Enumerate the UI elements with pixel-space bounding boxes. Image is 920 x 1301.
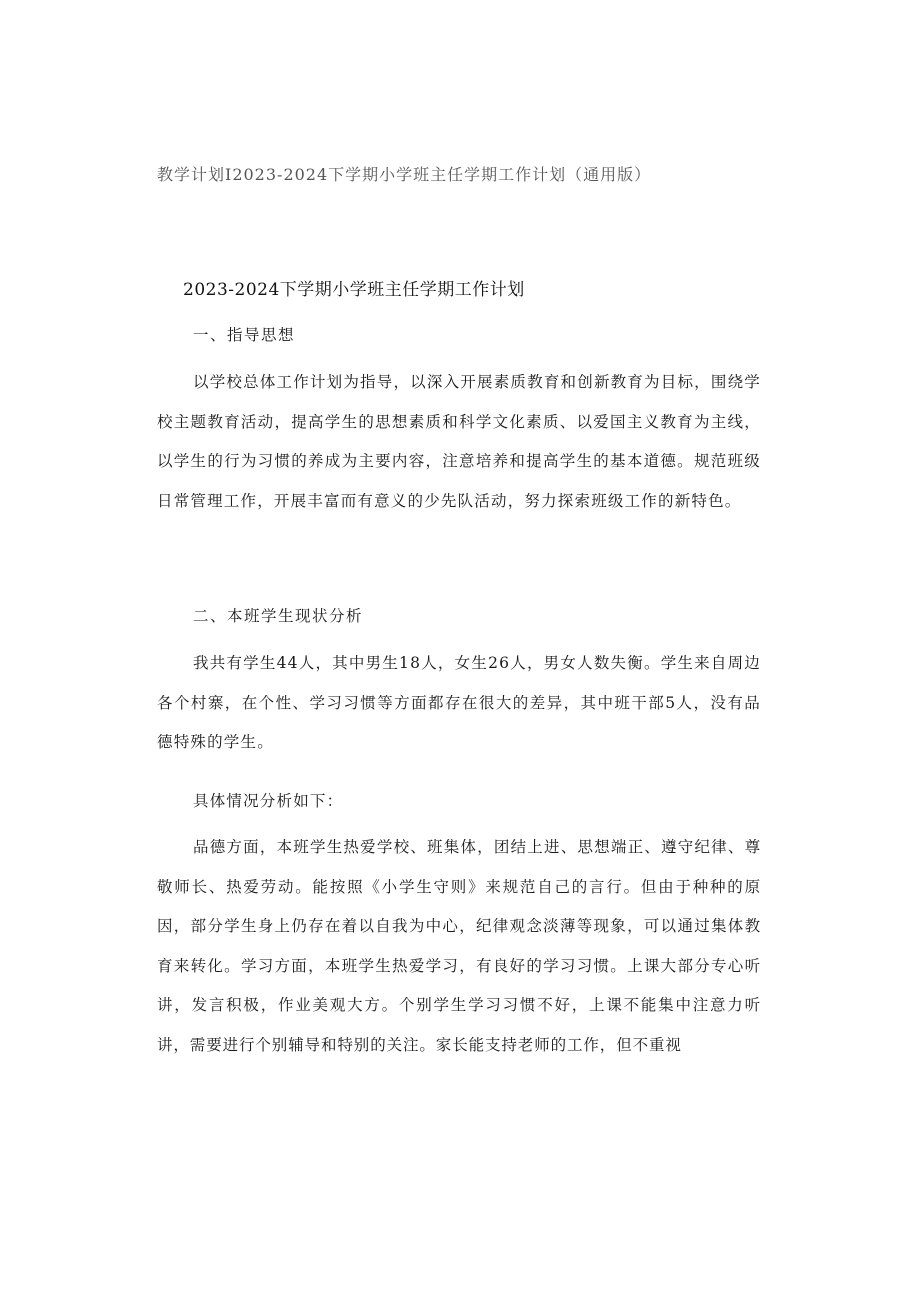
paragraph-moral-and-study: 品德方面，本班学生热爱学校、班集体，团结上进、思想端正、遵守纪律、尊敬师长、热爱劳动。能按照《小学生守则》来规范自己的言行。但由于种种的原因，部分学生身上仍存在着以自我为中心，纪律观念淡薄等现象，可以通过集体教育来转化。学习方面，本班学生热爱学习，有良好的学习习惯。上课大部分专心听讲，发言积极，作业美观大方。个别学生学习习惯不好，上课不能集中注意力听讲，需要进行个别辅导和特别的关注。家长能支持老师的工作，但不重视 [157,838,761,1054]
document-header: 教学计划I2023-2024下学期小学班主任学期工作计划（通用版） [157,165,652,184]
section-heading-guiding-ideology: 一、指导思想 [193,326,296,344]
document-title: 2023-2024下学期小学班主任学期工作计划 [183,280,525,300]
paragraph-student-overview: 我共有学生44人，其中男生18人，女生26人，男女人数失衡。学生来自周边各个村寨，在个性、学习习惯等方面都存在很大的差异，其中班干部5人，没有品德特殊的学生。 [157,654,761,751]
paragraph-analysis-intro: 具体情况分析如下： [193,792,344,810]
section-heading-student-analysis: 二、本班学生现状分析 [193,607,364,625]
paragraph-guiding-ideology: 以学校总体工作计划为指导，以深入开展素质教育和创新教育为目标，围绕学校主题教育活动，提高学生的思想素质和科学文化素质、以爱国主义教育为主线，以学生的行为习惯的养成为主要内容，注意培养和提高学生的基本道德。规范班级日常管理工作，开展丰富而有意义的少先队活动，努力探索班级工作的新特色。 [157,373,761,510]
